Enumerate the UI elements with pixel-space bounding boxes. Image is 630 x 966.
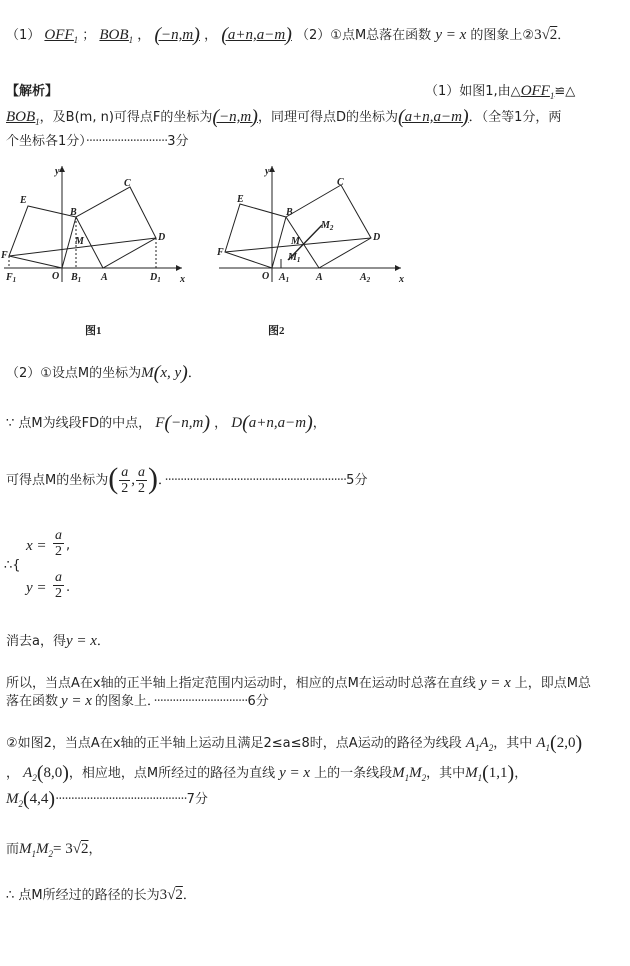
svg-text:E: E [237, 194, 244, 205]
svg-text:A2: $A_2$ [360, 272, 371, 284]
svg-text:O: O [52, 271, 60, 282]
svg-text:D1: $D_1$ [150, 272, 161, 284]
part2-line7: ②如图2，当点A在x轴的正半轴上运动且满足2≤a≤8时，点A运动的路径为线段 $A_1A_2$，其中 $A_1(2,0)$ [6, 732, 583, 754]
svg-text:O: O [262, 271, 270, 282]
svg-text:F: F [217, 247, 224, 258]
svg-text:E: E [20, 195, 27, 206]
part2-line9: $M_2(4,4)\cdot\cdot\cdot\cdot\cdot\cdot\cdot\cdot\cdot\cdot\cdot\cdot\cdot\cdot\cdot\cdot\cdot\cdot\cdot\cdot\cdot\cdot\cdot\cdot\cdot\cdot\cdot\cdot\cdot\cdot\cdot\cdot\cdot\cdot\cdot\cdot\cdot\cdot\cdot\cdot\cdot\cdot 7$分 [6, 788, 208, 810]
figure-2 [215, 160, 415, 290]
part2-line4: 消去a，得y = x． [6, 633, 110, 649]
part2-line2: ∵ 点M为线段FD的中点， F(−n,m) ， D(a+n,a−m)， [6, 412, 326, 434]
coord-f: (−n,m) [154, 24, 200, 46]
svg-text:D: D [158, 232, 166, 243]
svg-text:x: x [399, 274, 404, 285]
analysis-title: 【解析】 [6, 84, 59, 99]
part2-line3: 可得点M的坐标为( $\frac{a}{2}$ , $\frac{a}{2}$ )．··························································5分 [6, 462, 368, 496]
equation-system: ∴{ x = $\frac{a}{2}$ , y = $\frac{a}{2}$ . [4, 528, 71, 601]
answer-root: 3√2 [534, 27, 558, 43]
triangle-bob1: $BOB_1$ [99, 27, 134, 45]
svg-text:B: B [286, 207, 293, 218]
svg-text:F: F [1, 250, 8, 261]
svg-text:A: A [316, 272, 323, 283]
svg-text:D: D [373, 232, 381, 243]
svg-text:C: C [124, 178, 131, 189]
svg-text:M: M [75, 236, 84, 247]
svg-text:B: B [70, 207, 77, 218]
part2-line10: 而$M_1M_2= 3√2$， [6, 841, 102, 859]
analysis-line2: $BOB_1$，及B(m, n)可得点F的坐标为(−n,m)，同理可得点D的坐标为(a+n,a−m)．（全等1分，两 [6, 106, 562, 128]
svg-text:F1: $F_1$ [6, 272, 17, 284]
svg-text:x: x [180, 274, 185, 285]
svg-text:y: y [265, 166, 270, 177]
svg-text:A: A [101, 272, 108, 283]
svg-text:B1: $B_1$ [71, 272, 82, 284]
figure-2-caption: 图2 [268, 325, 285, 337]
svg-text:M2: $M_2$ [321, 220, 334, 232]
figure-1-caption: 图1 [85, 325, 102, 337]
svg-text:M: M [291, 236, 300, 247]
analysis-line3: 个坐标各1分）··························3分 [6, 134, 189, 149]
svg-text:M1: $M_1$ [288, 252, 301, 264]
part2-line1: （2）①设点M的坐标为M(x, y)． [6, 362, 201, 384]
coord-d: (a+n,a−m) [221, 24, 292, 46]
part2-line6: 落在函数 y = x 的图象上．······························6分 [6, 693, 269, 709]
triangle-off1: $OFF_1$ [44, 27, 79, 45]
part2-line8: ， $A_2(8,0)$，相应地，点M所经过的路径为直线 y = x 上的一条线段$M_1M_2$，其中$M_1(1,1)$， [6, 762, 528, 784]
answer-line: （1） $OFF_1$ ； $BOB_1$ ， (−n,m) ， (a+n,a−m) （2）①点M总落在函数 y = x 的图象上②3√2． [6, 24, 571, 46]
fig1-y: y [55, 166, 60, 177]
figure-1 [0, 160, 200, 290]
part2-line5: 所以，当点A在x轴的正半轴上指定范围内运动时，相应的点M在运动时总落在直线 y = x 上，即点M总 [6, 675, 591, 691]
svg-text:C: C [337, 177, 344, 188]
part2-line11: ∴ 点M所经过的路径的长为3√2． [6, 887, 196, 903]
svg-text:A1: $A_1$ [279, 272, 290, 284]
analysis-line1: （1）如图1,由$\triangle OFF_1≌\triangle$ [425, 83, 576, 101]
